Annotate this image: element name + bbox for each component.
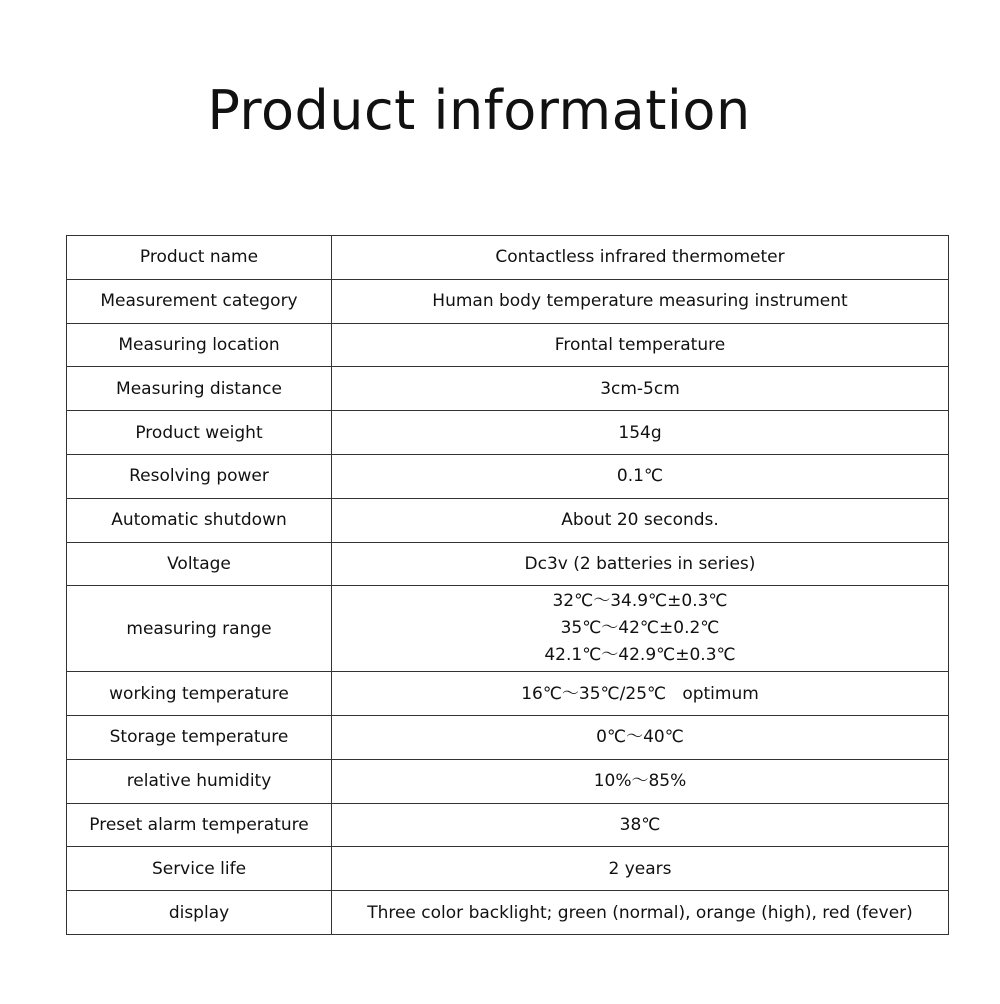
spec-label: Automatic shutdown: [67, 498, 332, 542]
table-row: [67, 803, 949, 847]
product-spec-table: [66, 235, 949, 935]
spec-value: 3cm-5cm: [332, 367, 949, 411]
table-row: [67, 411, 949, 455]
table-row: [67, 759, 949, 803]
spec-value: 16℃～35℃/25℃ optimum: [332, 672, 949, 716]
measuring-range-line: 35℃～42℃±0.2℃: [560, 618, 720, 639]
table-row: [67, 586, 949, 672]
spec-value: Contactless infrared thermometer: [332, 236, 949, 280]
spec-label: relative humidity: [67, 759, 332, 803]
table-row: [67, 715, 949, 759]
spec-label: Product weight: [67, 411, 332, 455]
spec-label: Storage temperature: [67, 715, 332, 759]
spec-value: 154g: [332, 411, 949, 455]
spec-value: 38℃: [332, 803, 949, 847]
table-row: [67, 542, 949, 586]
spec-value: 0.1℃: [332, 454, 949, 498]
table-row: [67, 367, 949, 411]
spec-label: Service life: [67, 847, 332, 891]
spec-label: Measuring distance: [67, 367, 332, 411]
spec-value: Human body temperature measuring instrument: [332, 279, 949, 323]
table-row: [67, 498, 949, 542]
spec-label: display: [67, 891, 332, 935]
table-row: [67, 672, 949, 716]
table-row: [67, 847, 949, 891]
spec-value: Three color backlight; green (normal), orange (high), red (fever): [332, 891, 949, 935]
spec-value: 10%～85%: [332, 759, 949, 803]
spec-value-multiline: [332, 586, 949, 672]
measuring-range-line: 42.1℃～42.9℃±0.3℃: [544, 645, 736, 666]
table-row: [67, 323, 949, 367]
spec-value: Frontal temperature: [332, 323, 949, 367]
table-row: [67, 279, 949, 323]
spec-label: measuring range: [67, 586, 332, 672]
spec-value: 2 years: [332, 847, 949, 891]
table-row: [67, 236, 949, 280]
spec-label: Preset alarm temperature: [67, 803, 332, 847]
spec-value: 0℃～40℃: [332, 715, 949, 759]
spec-label: Measurement category: [67, 279, 332, 323]
table-row: [67, 891, 949, 935]
spec-value: About 20 seconds.: [332, 498, 949, 542]
spec-label: working temperature: [67, 672, 332, 716]
measuring-range-line: 32℃～34.9℃±0.3℃: [552, 591, 728, 612]
spec-value: Dc3v (2 batteries in series): [332, 542, 949, 586]
spec-label: Measuring location: [67, 323, 332, 367]
spec-label: Product name: [67, 236, 332, 280]
spec-label: Resolving power: [67, 454, 332, 498]
table-row: [67, 454, 949, 498]
page-title: Product information: [207, 79, 751, 142]
spec-label: Voltage: [67, 542, 332, 586]
